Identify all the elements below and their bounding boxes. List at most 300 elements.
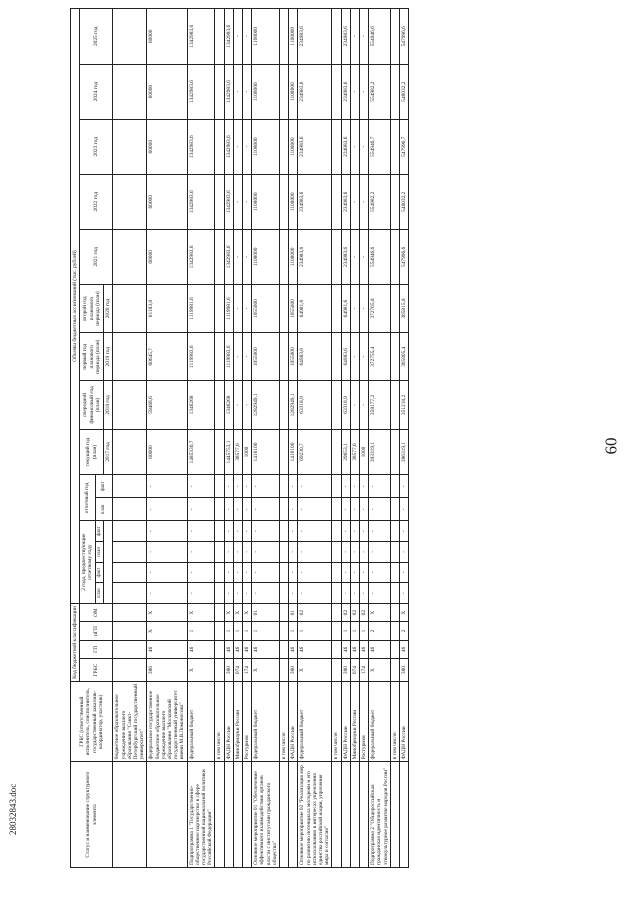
cell-p1: - bbox=[289, 583, 298, 604]
cell-f3: - bbox=[341, 475, 350, 498]
cell-y2018: 1346268 bbox=[187, 381, 215, 429]
cell-c3: 1 bbox=[252, 622, 280, 640]
cell-c3: 1 bbox=[360, 622, 369, 640]
cell-c1: 074 bbox=[233, 659, 242, 682]
cell-y2021: 1108000 bbox=[252, 229, 280, 284]
header-fact: факт bbox=[95, 521, 104, 542]
cell-y2019: 1055000 bbox=[289, 333, 298, 381]
cell-p1: - bbox=[147, 583, 187, 604]
cell-grbs: федеральный бюджет bbox=[369, 682, 391, 762]
cell-grbs: ФАДН России bbox=[289, 682, 298, 762]
cell-c4 bbox=[332, 604, 341, 622]
cell-f2 bbox=[332, 521, 341, 542]
cell-c4 bbox=[280, 604, 289, 622]
cell-p2: - bbox=[224, 542, 233, 563]
header-two-years: 2 года, предшествующие отчетному году bbox=[80, 521, 95, 604]
header-second-plan: второй год планового периода (план) bbox=[80, 284, 104, 332]
cell-y2018: 358177,2 bbox=[369, 381, 391, 429]
cell-c2: 46 bbox=[187, 640, 215, 658]
cell-f3: - bbox=[187, 475, 215, 498]
cell-y2024 bbox=[113, 64, 147, 119]
cell-f2: - bbox=[242, 521, 251, 542]
header-year-2025: 2025 год bbox=[80, 9, 113, 65]
cell-c4: 01 bbox=[289, 604, 298, 622]
cell-y2023: 1108000 bbox=[289, 119, 298, 174]
cell-c3: 1 bbox=[341, 622, 350, 640]
cell-f1 bbox=[280, 562, 289, 583]
cell-p2: - bbox=[233, 542, 242, 563]
table-row bbox=[350, 9, 359, 868]
cell-y2023: - bbox=[360, 119, 369, 174]
document-file-code: 28032843.doc bbox=[8, 783, 18, 835]
table-row bbox=[289, 9, 298, 868]
cell-f1: - bbox=[369, 562, 391, 583]
cell-status: Основное мероприятие 01 "Обеспечение эффективного взаимодействия органов власти с институтами гражданского общества" bbox=[252, 762, 280, 868]
cell-f2: - bbox=[289, 521, 298, 542]
cell-c2 bbox=[390, 640, 399, 658]
cell-y2022: 234983,6 bbox=[341, 174, 350, 229]
cell-y2020: 365815,8 bbox=[400, 284, 409, 332]
cell-status bbox=[280, 762, 289, 868]
cell-y2019 bbox=[215, 333, 224, 381]
cell-p2 bbox=[332, 542, 341, 563]
cell-status bbox=[215, 762, 224, 868]
cell-p2: - bbox=[360, 542, 369, 563]
header-first-plan: первый год планового периода (план) bbox=[80, 333, 104, 381]
cell-y2022: 1108000 bbox=[252, 174, 280, 229]
cell-p3: - bbox=[289, 498, 298, 521]
cell-y2023 bbox=[215, 119, 224, 174]
cell-p2: - bbox=[187, 542, 215, 563]
table-body bbox=[113, 9, 409, 868]
cell-p1 bbox=[390, 583, 399, 604]
cell-f1: - bbox=[233, 562, 242, 583]
cell-f3: - bbox=[400, 475, 409, 498]
cell-y2018 bbox=[390, 381, 399, 429]
cell-p1: - bbox=[360, 583, 369, 604]
header-fact: факт bbox=[95, 475, 113, 498]
header-next-year: очередной финансовый год (план) bbox=[80, 381, 104, 429]
cell-y2024: - bbox=[242, 64, 251, 119]
cell-y2021: - bbox=[360, 229, 369, 284]
cell-grbs: Росгуризм bbox=[360, 682, 369, 762]
cell-y2020: 372765,8 bbox=[369, 284, 391, 332]
cell-f1: - bbox=[289, 562, 298, 583]
cell-y2022 bbox=[113, 174, 147, 229]
header-code-om: ОМ bbox=[80, 604, 113, 622]
cell-grbs: федеральный бюджет bbox=[187, 682, 215, 762]
cell-y2023: 234983,6 bbox=[298, 119, 332, 174]
cell-f2: - bbox=[341, 521, 350, 542]
cell-c4: 02 bbox=[360, 604, 369, 622]
cell-c3: 1 bbox=[242, 622, 251, 640]
cell-c2: 46 bbox=[252, 640, 280, 658]
cell-p1: - bbox=[187, 583, 215, 604]
table-row bbox=[233, 9, 242, 868]
cell-c4: Х bbox=[242, 604, 251, 622]
cell-y2022: - bbox=[242, 174, 251, 229]
table-row bbox=[360, 9, 369, 868]
cell-c2: 46 bbox=[289, 640, 298, 658]
cell-p2: - bbox=[252, 542, 280, 563]
cell-grbs: бюджетное образовательное учреждение высшего образования "Санкт-Петербургский государственный университет" bbox=[113, 682, 147, 762]
cell-y2021 bbox=[332, 229, 341, 284]
cell-f1: - bbox=[341, 562, 350, 583]
cell-p2: - bbox=[242, 542, 251, 563]
cell-p1: - bbox=[341, 583, 350, 604]
cell-y2023: 554946,7 bbox=[369, 119, 391, 174]
table-row bbox=[390, 9, 399, 868]
cell-y2024: 554982,2 bbox=[369, 64, 391, 119]
cell-c1: Х bbox=[298, 659, 332, 682]
header-fact: факт bbox=[95, 562, 104, 583]
cell-f3: - bbox=[242, 475, 251, 498]
header-year-2021: 2021 год bbox=[80, 229, 113, 284]
cell-y2021: 547996,6 bbox=[400, 229, 409, 284]
cell-y2022: - bbox=[233, 174, 242, 229]
cell-y2023: 1342983,6 bbox=[187, 119, 215, 174]
cell-c2: 46 bbox=[147, 640, 187, 658]
cell-c3 bbox=[390, 622, 399, 640]
cell-y2019: 1055000 bbox=[252, 333, 280, 381]
table-row bbox=[224, 9, 233, 868]
cell-status bbox=[242, 762, 251, 868]
cell-y2025: - bbox=[242, 9, 251, 65]
cell-y2020 bbox=[390, 284, 399, 332]
cell-status bbox=[400, 762, 409, 868]
cell-y2019: 64983,6 bbox=[298, 333, 332, 381]
cell-f3: - bbox=[369, 475, 391, 498]
header-spacer bbox=[104, 521, 113, 604]
cell-status bbox=[360, 762, 369, 868]
header-year-2024: 2024 год bbox=[80, 64, 113, 119]
cell-y2022: 1342983,6 bbox=[187, 174, 215, 229]
cell-y2021: - bbox=[233, 229, 242, 284]
cell-c2 bbox=[113, 640, 147, 658]
cell-f1: - bbox=[400, 562, 409, 583]
cell-y2023: 1108000 bbox=[252, 119, 280, 174]
cell-c1 bbox=[113, 659, 147, 682]
cell-y2017: 38577,6 bbox=[233, 429, 242, 475]
cell-p3: - bbox=[350, 498, 359, 521]
cell-grbs: в том числе: bbox=[390, 682, 399, 762]
cell-y2024: 234983,6 bbox=[298, 64, 332, 119]
cell-c4: 02 bbox=[341, 604, 350, 622]
cell-y2025: 234983,6 bbox=[341, 9, 350, 65]
cell-y2018: 1346268 bbox=[224, 381, 233, 429]
cell-y2021: - bbox=[242, 229, 251, 284]
cell-c2: 46 bbox=[350, 640, 359, 658]
cell-p3 bbox=[113, 498, 147, 521]
header-code-pgp: пГП bbox=[80, 622, 113, 640]
cell-y2024: - bbox=[233, 64, 242, 119]
header-grbs: ГРБС (ответственный исполнитель, соисполнитель, государственный заказчик-координатор, участник) bbox=[71, 682, 113, 762]
cell-y2021: 1108000 bbox=[289, 229, 298, 284]
cell-y2025: - bbox=[350, 9, 359, 65]
cell-p2 bbox=[390, 542, 399, 563]
cell-y2022 bbox=[390, 174, 399, 229]
budget-table-container bbox=[70, 8, 618, 868]
cell-y2025 bbox=[390, 9, 399, 65]
cell-status bbox=[350, 762, 359, 868]
cell-y2018: - bbox=[242, 381, 251, 429]
cell-y2023 bbox=[280, 119, 289, 174]
cell-p1: - bbox=[350, 583, 359, 604]
cell-y2022 bbox=[332, 174, 341, 229]
cell-y2022: 60000 bbox=[147, 174, 187, 229]
cell-c1: 380 bbox=[224, 659, 233, 682]
cell-c3: 2 bbox=[400, 622, 409, 640]
table-row bbox=[113, 9, 147, 868]
cell-y2017: 1445753,1 bbox=[224, 429, 233, 475]
cell-p1 bbox=[215, 583, 224, 604]
cell-y2019: - bbox=[242, 333, 251, 381]
header-volumes: Объемы бюджетных ассигнований (тыс. рублей) bbox=[71, 9, 80, 604]
cell-y2018 bbox=[280, 381, 289, 429]
cell-p3 bbox=[215, 498, 224, 521]
cell-y2025: 1342983,6 bbox=[187, 9, 215, 65]
cell-p2: - bbox=[289, 542, 298, 563]
cell-c2 bbox=[215, 640, 224, 658]
cell-grbs: в том числе: bbox=[280, 682, 289, 762]
cell-status bbox=[113, 762, 147, 868]
cell-f2 bbox=[390, 521, 399, 542]
cell-y2017: 1416100 bbox=[289, 429, 298, 475]
cell-f1: - bbox=[252, 562, 280, 583]
cell-y2017: 386319,1 bbox=[400, 429, 409, 475]
cell-grbs: федеральный бюджет bbox=[298, 682, 332, 762]
cell-c4: 02 bbox=[350, 604, 359, 622]
cell-c4: Х bbox=[224, 604, 233, 622]
cell-y2019: 1119983,6 bbox=[224, 333, 233, 381]
cell-p2: - bbox=[298, 542, 332, 563]
cell-f3: - bbox=[298, 475, 332, 498]
cell-p3 bbox=[332, 498, 341, 521]
cell-y2017 bbox=[332, 429, 341, 475]
cell-y2024: - bbox=[360, 64, 369, 119]
cell-grbs: в том числе: bbox=[215, 682, 224, 762]
header-year-2019: 2019 год bbox=[104, 333, 113, 381]
cell-y2020: - bbox=[242, 284, 251, 332]
cell-y2018: - bbox=[233, 381, 242, 429]
header-year-2018: 2018 год bbox=[104, 381, 113, 429]
cell-c4: Х bbox=[233, 604, 242, 622]
cell-p3: - bbox=[224, 498, 233, 521]
cell-y2019: - bbox=[360, 333, 369, 381]
cell-c1: Х bbox=[187, 659, 215, 682]
cell-f1 bbox=[390, 562, 399, 583]
cell-status: Подпрограмма 2 "Общероссийская гражданская идентичность и этнокультурное развитие народов России" bbox=[369, 762, 391, 868]
cell-f2: - bbox=[252, 521, 280, 542]
cell-c4: Х bbox=[187, 604, 215, 622]
cell-f2: - bbox=[187, 521, 215, 542]
cell-y2025: 547996,6 bbox=[400, 9, 409, 65]
cell-y2021: 234983,6 bbox=[341, 229, 350, 284]
page-number: 60 bbox=[601, 437, 621, 455]
cell-y2017: 393319,1 bbox=[369, 429, 391, 475]
header-code-gp: ГП bbox=[80, 640, 113, 658]
cell-f2: - bbox=[224, 521, 233, 542]
header-year-2017: 2017 год bbox=[104, 429, 113, 475]
cell-f1: - bbox=[350, 562, 359, 583]
cell-y2019: - bbox=[350, 333, 359, 381]
cell-grbs: в том числе: bbox=[332, 682, 341, 762]
cell-c1: 174 bbox=[360, 659, 369, 682]
cell-y2023: 60000 bbox=[147, 119, 187, 174]
cell-y2020: 61183,8 bbox=[147, 284, 187, 332]
cell-y2025: 60000 bbox=[147, 9, 187, 65]
cell-p3: - bbox=[369, 498, 391, 521]
cell-y2025 bbox=[113, 9, 147, 65]
header-year-2022: 2022 год bbox=[80, 174, 113, 229]
cell-y2022: 554982,2 bbox=[369, 174, 391, 229]
cell-f2: - bbox=[298, 521, 332, 542]
cell-status bbox=[390, 762, 399, 868]
cell-f3 bbox=[280, 475, 289, 498]
cell-c3: 1 bbox=[224, 622, 233, 640]
cell-f2: - bbox=[369, 521, 391, 542]
cell-status bbox=[341, 762, 350, 868]
cell-y2018: 63318,9 bbox=[341, 381, 350, 429]
cell-f2: - bbox=[400, 521, 409, 542]
cell-p3: - bbox=[252, 498, 280, 521]
cell-f1: - bbox=[224, 562, 233, 583]
cell-y2020: 1055000 bbox=[252, 284, 280, 332]
cell-grbs: ФАДН России bbox=[341, 682, 350, 762]
header-code-grbs: ГРБС bbox=[80, 659, 113, 682]
cell-y2021 bbox=[113, 229, 147, 284]
cell-y2024: 548032,2 bbox=[400, 64, 409, 119]
cell-p3: - bbox=[147, 498, 187, 521]
cell-grbs: федеральное государственное бюджетное образовательное учреждение высшего образования "Московский государственный университет имени М.В.Ломоносова" bbox=[147, 682, 187, 762]
cell-p1: - bbox=[242, 583, 251, 604]
cell-y2022 bbox=[215, 174, 224, 229]
cell-y2019: 372755,4 bbox=[369, 333, 391, 381]
cell-c2: 46 bbox=[369, 640, 391, 658]
cell-f3 bbox=[390, 475, 399, 498]
cell-c3: 1 bbox=[298, 622, 332, 640]
cell-grbs: Минобрнауки России bbox=[233, 682, 242, 762]
cell-c1: 380 bbox=[400, 659, 409, 682]
cell-y2021: - bbox=[350, 229, 359, 284]
budget-table bbox=[70, 8, 409, 868]
cell-f1: - bbox=[187, 562, 215, 583]
cell-y2021: 1342983,6 bbox=[224, 229, 233, 284]
cell-c4 bbox=[113, 604, 147, 622]
cell-y2021: 60000 bbox=[147, 229, 187, 284]
cell-y2019 bbox=[390, 333, 399, 381]
cell-y2020 bbox=[113, 284, 147, 332]
cell-f2: - bbox=[350, 521, 359, 542]
cell-f3: - bbox=[360, 475, 369, 498]
cell-y2025: 234983,6 bbox=[298, 9, 332, 65]
cell-c3 bbox=[113, 622, 147, 640]
cell-c3: 1 bbox=[187, 622, 215, 640]
cell-c3 bbox=[332, 622, 341, 640]
cell-c4: Х bbox=[369, 604, 391, 622]
table-row bbox=[369, 9, 391, 868]
cell-y2025 bbox=[332, 9, 341, 65]
cell-c4: Х bbox=[400, 604, 409, 622]
cell-y2022 bbox=[280, 174, 289, 229]
cell-y2017 bbox=[215, 429, 224, 475]
table-row bbox=[400, 9, 409, 868]
cell-c4: 02 bbox=[298, 604, 332, 622]
cell-c3: 1 bbox=[350, 622, 359, 640]
cell-p2: - bbox=[147, 542, 187, 563]
cell-y2020: - bbox=[233, 284, 242, 332]
cell-f3: - bbox=[350, 475, 359, 498]
cell-y2020: - bbox=[350, 284, 359, 332]
cell-y2017 bbox=[113, 429, 147, 475]
cell-y2020 bbox=[332, 284, 341, 332]
cell-c2 bbox=[332, 640, 341, 658]
cell-p3: - bbox=[233, 498, 242, 521]
table-row bbox=[147, 9, 187, 868]
cell-y2018: - bbox=[350, 381, 359, 429]
cell-y2024: 1342983,6 bbox=[187, 64, 215, 119]
cell-y2025: 1108000 bbox=[289, 9, 298, 65]
cell-y2020: 64981,6 bbox=[341, 284, 350, 332]
cell-y2019: 64983,6 bbox=[341, 333, 350, 381]
cell-y2017: 1416100 bbox=[252, 429, 280, 475]
cell-y2020: - bbox=[360, 284, 369, 332]
cell-grbs: ФАДН России bbox=[224, 682, 233, 762]
cell-p3: - bbox=[360, 498, 369, 521]
cell-c1: 386 bbox=[147, 659, 187, 682]
cell-y2020: 1119981,6 bbox=[224, 284, 233, 332]
cell-y2025: 1342983,6 bbox=[224, 9, 233, 65]
table-row bbox=[298, 9, 332, 868]
cell-y2025: 554946,6 bbox=[369, 9, 391, 65]
cell-y2021: 1342983,6 bbox=[187, 229, 215, 284]
cell-y2019: - bbox=[233, 333, 242, 381]
cell-c1: Х bbox=[369, 659, 391, 682]
cell-c3 bbox=[280, 622, 289, 640]
cell-f1 bbox=[215, 562, 224, 583]
cell-grbs: Росгуризм bbox=[242, 682, 251, 762]
cell-c1: 380 bbox=[289, 659, 298, 682]
cell-p1: - bbox=[252, 583, 280, 604]
cell-y2023: - bbox=[350, 119, 359, 174]
cell-y2019: 365805,4 bbox=[400, 333, 409, 381]
header-year-2023: 2023 год bbox=[80, 119, 113, 174]
cell-y2023: 547996,7 bbox=[400, 119, 409, 174]
cell-c2: 46 bbox=[233, 640, 242, 658]
cell-p3: - bbox=[298, 498, 332, 521]
cell-y2023: - bbox=[242, 119, 251, 174]
cell-y2017: 38577,6 bbox=[350, 429, 359, 475]
cell-y2017: 1000 bbox=[360, 429, 369, 475]
cell-y2020: 64981,6 bbox=[298, 284, 332, 332]
header-current-year: текущий год (план) bbox=[80, 429, 104, 475]
cell-f2: - bbox=[147, 521, 187, 542]
header-plan: план bbox=[95, 498, 113, 521]
cell-y2024 bbox=[215, 64, 224, 119]
cell-y2018: 1282949,1 bbox=[289, 381, 298, 429]
cell-y2017: 69230,7 bbox=[298, 429, 332, 475]
cell-p1: - bbox=[369, 583, 391, 604]
cell-f1: - bbox=[360, 562, 369, 583]
cell-c1: Х bbox=[252, 659, 280, 682]
cell-status bbox=[332, 762, 341, 868]
cell-status bbox=[224, 762, 233, 868]
cell-y2021 bbox=[390, 229, 399, 284]
cell-y2023: 234983,6 bbox=[341, 119, 350, 174]
cell-status: Основное мероприятие 02 "Реализация мер по развитию потенциала молодежи и его использованию в интересах укрепления единства российской нации, упрочения мира и согласия" bbox=[298, 762, 332, 868]
cell-f2 bbox=[215, 521, 224, 542]
cell-f1: - bbox=[242, 562, 251, 583]
